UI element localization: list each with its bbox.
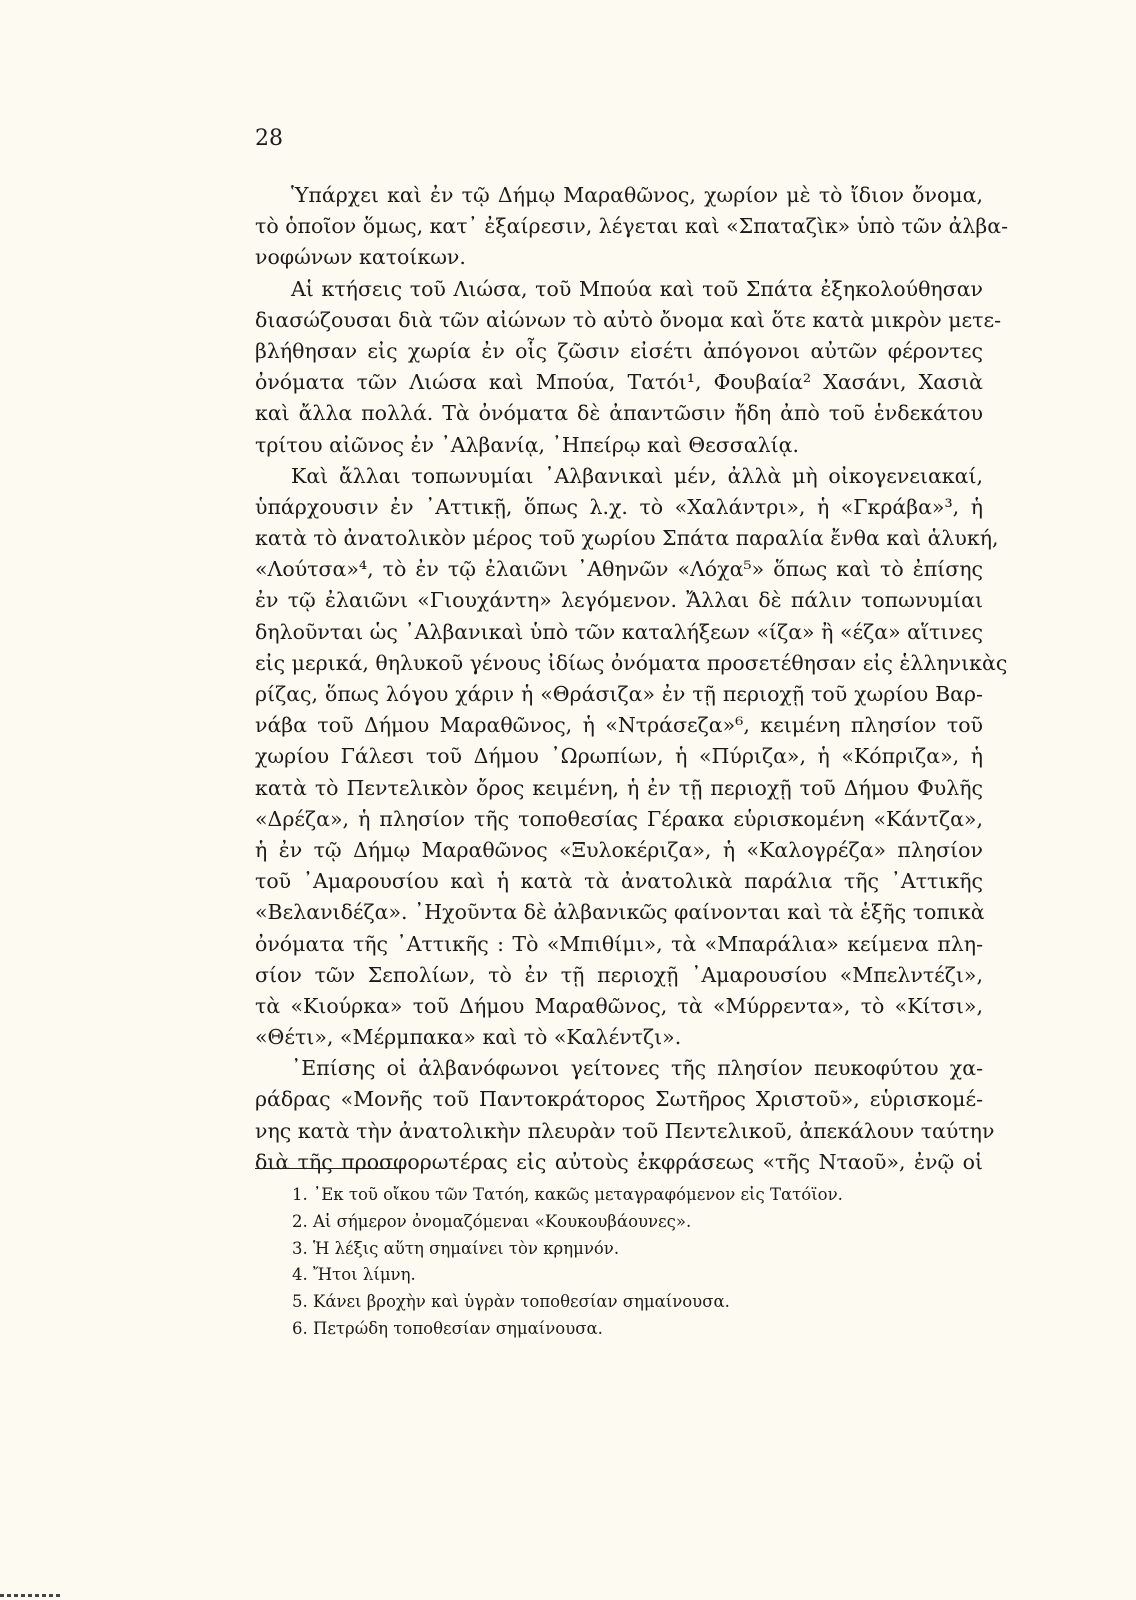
text-line: Καὶ ἄλλαι τοπωνυμίαι ᾽Αλβανικαὶ μέν, ἀλλὰ μὴ οἰκογενειακαί, — [291, 463, 983, 488]
text-line: κατὰ τὸ ἀνατολικὸν μέρος τοῦ χωρίου Σπάτα παραλία ἔνθα καὶ ἁλυκή, — [255, 526, 999, 551]
text-line: ρίζας, ὅπως λόγου χάριν ἡ «Θράσιζα» ἐν τῇ περιοχῇ τοῦ χωρίου Βαρ- — [255, 682, 983, 706]
footnotes — [292, 1182, 932, 1343]
text-line: κατὰ τὸ Πεντελικὸν ὄρος κειμένη, ἡ ἐν τῇ περιοχῇ τοῦ Δήμου Φυλῆς — [255, 775, 983, 800]
text-line: βλήθησαν εἰς χωρία ἐν οἷς ζῶσιν εἰσέτι ἀπόγονοι αὐτῶν φέροντες — [255, 338, 983, 363]
text-line: «Λούτσα»⁴, τὸ ἐν τῷ ἐλαιῶνι ᾽Αθηνῶν «Λόχα⁵» ὅπως καὶ τὸ ἐπίσης — [255, 557, 983, 582]
footnote: 3. Ἡ λέξις αὕτη σημαίνει τὸν κρημνόν. — [292, 1238, 620, 1258]
text-line: νάβα τοῦ Δήμου Μαραθῶνος, ἡ «Ντράσεζα»⁶, κειμένη πλησίον τοῦ — [255, 713, 983, 738]
text-line: διὰ τῆς προσφορωτέρας εἰς αὐτοὺς ἐκφράσεως «τῆς Νταοῦ», ἐνῷ οἱ — [255, 1149, 983, 1174]
text-line: «Βελανιδέζα». ᾽Ηχοῦντα δὲ ἀλβανικῶς φαίνονται καὶ τὰ ἑξῆς τοπικὰ — [255, 900, 985, 925]
footnote: 4. Ἤτοι λίμνη. — [292, 1265, 416, 1285]
text-line: δηλοῦνται ὡς ᾽Αλβανικαὶ ὑπὸ τῶν καταλήξεων «ίζα» ἢ «έζα» αἵτινες — [255, 619, 983, 644]
footnote: 6. Πετρώδη τοποθεσίαν σημαίνουσα. — [292, 1318, 603, 1338]
text-line: ᾽Επίσης οἱ ἀλβανόφωνοι γείτονες τῆς πλησίον πευκοφύτου χα- — [291, 1056, 983, 1081]
text-line: χωρίου Γάλεσι τοῦ Δήμου ᾽Ωρωπίων, ἡ «Πύριζα», ἡ «Κόπριζα», ἡ — [255, 744, 983, 769]
text-line: τὰ «Κιούρκα» τοῦ Δήμου Μαραθῶνος, τὰ «Μύρρεντα», τὸ «Κίτσι», — [255, 993, 983, 1018]
text-line: «Θέτι», «Μέρμπακα» καὶ τὸ «Καλέντζι». — [255, 1025, 682, 1050]
text-line: σίον τῶν Σεπολίων, τὸ ἐν τῇ περιοχῇ ᾽Αμαρουσίου «Μπελντέζι», — [255, 962, 983, 987]
text-line: Αἱ κτήσεις τοῦ Λιώσα, τοῦ Μπούα καὶ τοῦ Σπάτα ἐξηκολούθησαν — [291, 276, 983, 301]
text-line: ἡ ἐν τῷ Δήμῳ Μαραθῶνος «Ξυλοκέριζα», ἡ «Καλογρέζα» πλησίον — [255, 837, 983, 862]
footnote: 5. Κάνει βροχὴν καὶ ὑγρὰν τοποθεσίαν σημαίνουσα. — [292, 1292, 730, 1312]
text-line: τρίτου αἰῶνος ἐν ᾽Αλβανίᾳ, ᾽Ηπείρῳ καὶ Θεσσαλίᾳ. — [255, 432, 799, 457]
scan-edge-mark — [0, 1594, 60, 1597]
text-line: τὸ ὁποῖον ὅμως, κατ᾽ ἐξαίρεσιν, λέγεται καὶ «Σπαταζὶκ» ὑπὸ τῶν ἀλβα- — [255, 214, 1009, 239]
text-line: ὀνόματα τῆς ᾽Αττικῆς : Τὸ «Μπιθίμι», τὰ «Μπαράλια» κείμενα πλη- — [255, 931, 983, 956]
text-line: «Δρέζα», ἡ πλησίον τῆς τοποθεσίας Γέρακα εὑρισκομένη «Κάντζα», — [255, 806, 983, 831]
text-line: ὀνόματα τῶν Λιώσα καὶ Μπούα, Τατόι¹, Φουβαία² Χασάνι, Χασιὰ — [255, 370, 983, 395]
text-line: τοῦ ᾽Αμαρουσίου καὶ ἡ κατὰ τὰ ἀνατολικὰ παράλια τῆς ᾽Αττικῆς — [255, 869, 983, 894]
text-line: ράδρας «Μονῆς τοῦ Παντοκράτορος Σωτῆρος Χριστοῦ», εὑρισκομέ- — [255, 1087, 983, 1112]
page-number: 28 — [255, 126, 283, 151]
footnote: 2. Αἱ σήμερον ὀνομαζόμεναι «Κουκουβάουνες». — [292, 1211, 692, 1231]
footnote: 1. ᾽Εκ τοῦ οἴκου τῶν Τατόη, κακῶς μεταγραφόμενον εἰς Τατόϊον. — [292, 1185, 843, 1204]
text-line: ὑπάρχουσιν ἐν ᾽Αττικῇ, ὅπως λ.χ. τὸ «Χαλάντρι», ἡ «Γκράβα»³, ἡ — [255, 494, 983, 519]
text-line: νης κατὰ τὴν ἀνατολικὴν πλευρὰν τοῦ Πεντελικοῦ, ἀπεκάλουν ταύτην — [255, 1118, 995, 1143]
text-line: εἰς μερικά, θηλυκοῦ γένους ἰδίως ὀνόματα προσετέθησαν εἰς ἑλληνικὰς — [255, 650, 1008, 675]
text-line: ἐν τῷ ἐλαιῶνι «Γιουχάντη» λεγόμενον. Ἄλλαι δὲ πάλιν τοπωνυμίαι — [255, 588, 983, 613]
text-line: Ὑπάρχει καὶ ἐν τῷ Δήμῳ Μαραθῶνος, χωρίον μὲ τὸ ἴδιον ὄνομα, — [291, 183, 983, 207]
body-text — [255, 180, 1009, 1178]
footnote-separator — [255, 1168, 405, 1169]
text-line: νοφώνων κατοίκων. — [255, 245, 466, 270]
text-line: καὶ ἄλλα πολλά. Τὰ ὀνόματα δὲ ἀπαντῶσιν ἤδη ἀπὸ τοῦ ἑνδεκάτου — [255, 401, 983, 426]
text-line: διασώζουσαι διὰ τῶν αἰώνων τὸ αὐτὸ ὄνομα καὶ ὅτε κατὰ μικρὸν μετε- — [255, 307, 1002, 332]
